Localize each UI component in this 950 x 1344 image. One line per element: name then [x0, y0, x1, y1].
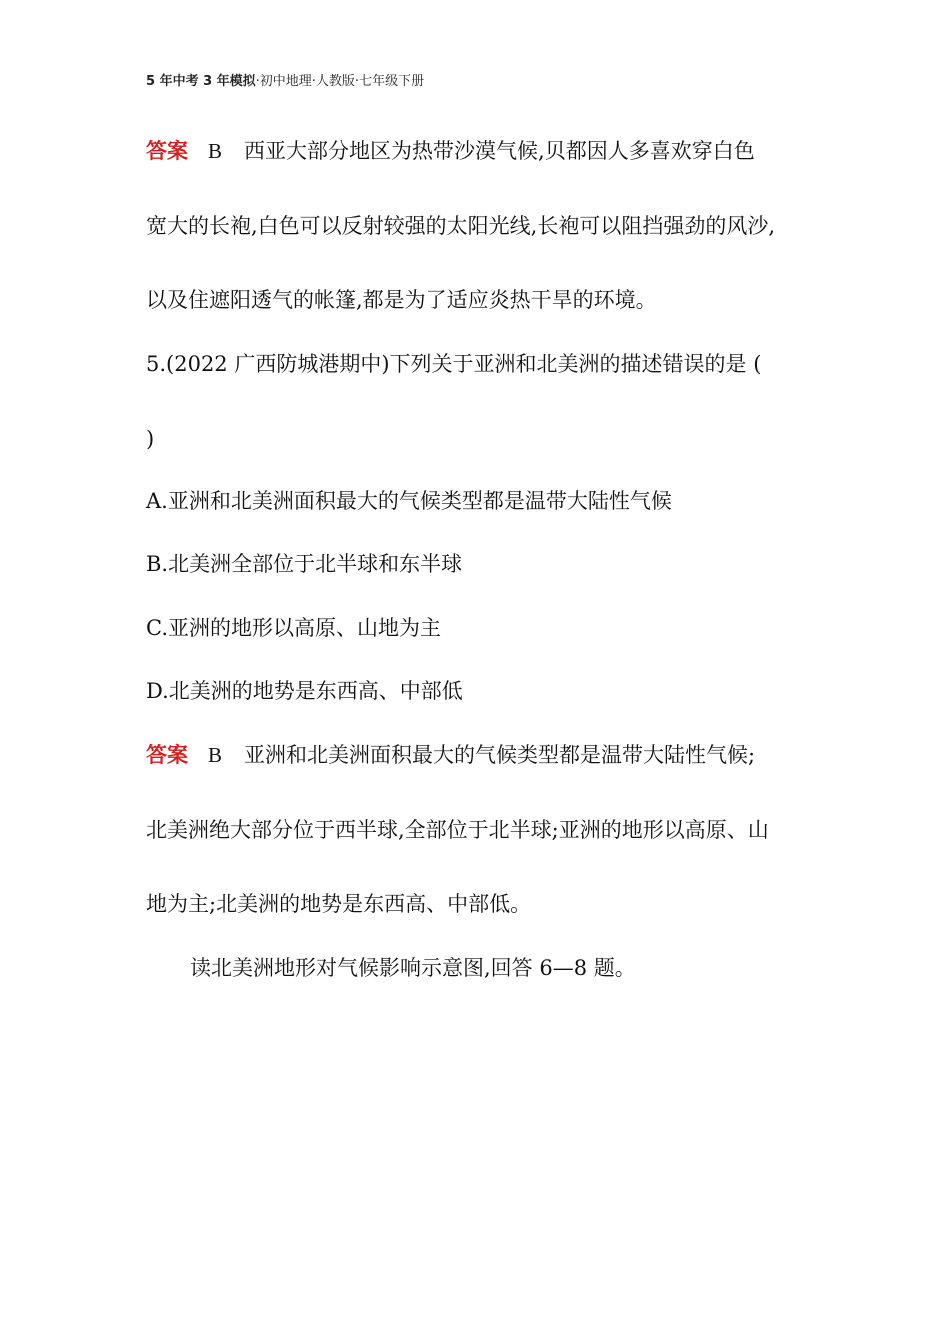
- questions-intro: 读北美洲地形对气候影响示意图,回答 6—8 题。: [190, 956, 636, 980]
- question-5-close-paren: ): [146, 427, 155, 451]
- option-d: D.北美洲的地势是东西高、中部低: [146, 679, 463, 703]
- answer-1-line-3: 以及住遮阳透气的帐篷,都是为了适应炎热干旱的环境。: [146, 288, 657, 312]
- answer-letter: B: [208, 743, 223, 767]
- answer-2-line-3: 地为主;北美洲的地势是东西高、中部低。: [146, 892, 532, 916]
- header-series: 5 年中考 3 年模拟: [146, 74, 256, 89]
- option-a: A.亚洲和北美洲面积最大的气候类型都是温带大陆性气候: [146, 489, 672, 513]
- answer-label: 答案: [146, 139, 188, 163]
- answer-1-line-1: [146, 137, 755, 165]
- page-header: [146, 70, 424, 89]
- answer-text: 亚洲和北美洲面积最大的气候类型都是温带大陆性气候;: [244, 743, 756, 767]
- option-c: C.亚洲的地形以高原、山地为主: [146, 616, 441, 640]
- answer-2-line-1: [146, 741, 755, 769]
- answer-1-line-2: 宽大的长袍,白色可以反射较强的太阳光线,长袍可以阻挡强劲的风沙,: [146, 214, 776, 238]
- header-book: ·初中地理·人教版·七年级下册: [255, 74, 425, 89]
- answer-letter: B: [208, 139, 223, 163]
- answer-2-line-2: 北美洲绝大部分位于西半球,全部位于北半球;亚洲的地形以高原、山: [146, 818, 769, 842]
- answer-label: 答案: [146, 743, 188, 767]
- question-5-stem: 5.(2022 广西防城港期中)下列关于亚洲和北美洲的描述错误的是 (: [146, 352, 762, 376]
- answer-text: 西亚大部分地区为热带沙漠气候,贝都因人多喜欢穿白色: [244, 139, 755, 163]
- option-b: B.北美洲全部位于北半球和东半球: [146, 552, 463, 576]
